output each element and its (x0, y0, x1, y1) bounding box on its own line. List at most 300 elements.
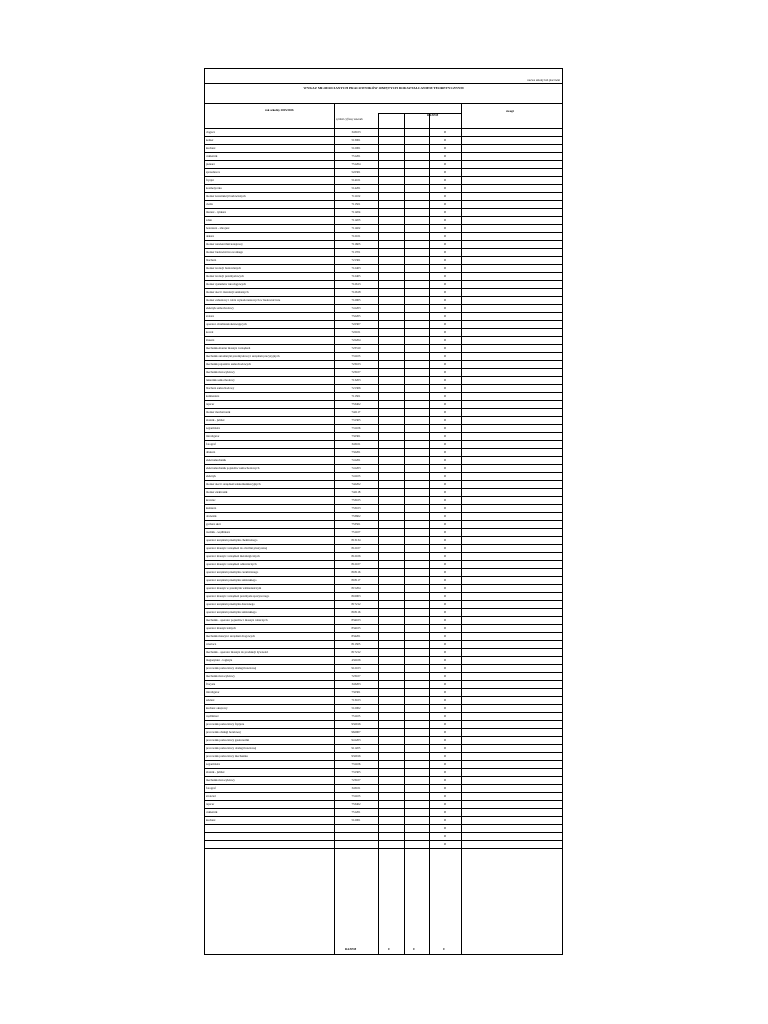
symbol-cell: 751105 (351, 714, 361, 718)
total-cell: 0 (444, 522, 446, 526)
total-cell: 0 (444, 674, 446, 678)
total-cell: 0 (444, 570, 446, 574)
symbol-cell: 343103 (351, 130, 361, 134)
total-cell: 0 (444, 778, 446, 782)
total-cell: 0 (444, 770, 446, 774)
occupation-cell: dekarz (206, 234, 214, 238)
symbol-cell: 751204 (351, 162, 361, 166)
total-cell: 0 (444, 434, 446, 438)
total-cell: 0 (444, 794, 446, 798)
total-cell: 0 (444, 602, 446, 606)
occupation-cell: fotograf (206, 442, 216, 446)
symbol-cell: 711301 (351, 394, 361, 398)
symbol-cell: 512001 (351, 818, 361, 822)
table-row (205, 313, 562, 321)
total-cell: 0 (444, 362, 446, 366)
total-cell: 0 (444, 314, 446, 318)
total-cell: 0 (444, 578, 446, 582)
occupation-cell: monter konstrukcji budowlanych (206, 194, 246, 198)
total-cell: 0 (444, 218, 446, 222)
occupation-cell: introligator (206, 434, 220, 438)
total-cell: 0 (444, 402, 446, 406)
symbol-cell: 723103 (351, 362, 361, 366)
total-cell: 0 (444, 810, 446, 814)
occupation-cell: mechanik-monter maszyn i urządzeń (206, 346, 251, 350)
table-row (205, 545, 562, 553)
symbol-cell: 723310 (351, 346, 361, 350)
occupation-cell: kelner (206, 138, 214, 142)
symbol-cell: 818116 (351, 570, 361, 574)
symbol-cell: 432106 (351, 658, 361, 662)
total-cell: 0 (444, 762, 446, 766)
total-cell: 0 (444, 786, 446, 790)
table-row (205, 401, 562, 409)
total-cell: 0 (444, 250, 446, 254)
table-row (205, 833, 562, 841)
occupation-cell: monter izolacji budowlanych (206, 266, 241, 270)
total-cell: 0 (444, 538, 446, 542)
table-row (205, 673, 562, 681)
occupation-cell: operator maszyn i urządzeń do obróbki plastycznej (206, 546, 268, 550)
symbol-cell: 711501 (351, 202, 361, 206)
occupation-cell: kowal (206, 330, 214, 334)
occupation-cell: pracownik pomocniczy obsługi hotelowej (206, 746, 257, 750)
table-row (205, 825, 562, 833)
occupation-cell: operator maszyn i urządzeń przemysłu spożywczego (206, 594, 270, 598)
total-cell: 0 (444, 450, 446, 454)
table-row (205, 361, 562, 369)
occupation-cell: kucharz okrętowy (206, 706, 228, 710)
table-row (205, 417, 562, 425)
table-row (205, 177, 562, 185)
occupation-cell: monter mechatronik (206, 410, 231, 414)
symbol-cell: 721301 (351, 258, 361, 262)
table-row (205, 225, 562, 233)
table-row (205, 489, 562, 497)
data-table (205, 121, 562, 849)
symbol-cell: 713103 (351, 698, 361, 702)
total-cell: 0 (444, 322, 446, 326)
occupation-cell: cieśla (206, 202, 213, 206)
occupation-cell: monter sieci i urządzeń telekomunikacyjnych (206, 482, 261, 486)
symbol-cell: 818117 (351, 578, 361, 582)
symbol-cell: 712101 (351, 234, 361, 238)
symbol-cell: 753105 (351, 498, 361, 502)
occupation-cell: operator maszyn leśnych (206, 626, 236, 630)
symbol-cell: 722101 (351, 330, 361, 334)
occupation-cell: operator urządzeń przemysłu drzewnego (206, 602, 255, 606)
occupation-cell: drukarz (206, 450, 216, 454)
totals-value: 0 (413, 947, 415, 951)
total-cell: 0 (444, 690, 446, 694)
symbol-cell: 932916 (351, 722, 361, 726)
symbol-cell: 812106 (351, 554, 361, 558)
total-cell: 0 (444, 642, 446, 646)
occupation-cell: zegarmistrz (206, 426, 220, 430)
occupation-cell: operator urządzeń przemysłu chemicznego (206, 538, 258, 542)
occupation-cell: monter izolacji przemysłowych (206, 274, 244, 278)
table-row (205, 553, 562, 561)
total-cell: 0 (444, 146, 446, 150)
symbol-cell: 731106 (351, 426, 361, 430)
table-row (205, 809, 562, 817)
table-row (205, 137, 562, 145)
occupation-cell: fotograf (206, 786, 216, 790)
table-row (205, 409, 562, 417)
symbol-cell: 513001 (351, 138, 361, 142)
symbol-cell: 731103 (351, 354, 361, 358)
occupation-cell: betoniarz - zbrojarz (206, 226, 230, 230)
table-row (205, 121, 562, 129)
table-row (205, 233, 562, 241)
total-cell: 0 (444, 466, 446, 470)
occupation-cell: stroiciel (206, 794, 216, 798)
table-row (205, 305, 562, 313)
total-cell: 0 (444, 426, 446, 430)
symbol-cell: 711603 (351, 242, 361, 246)
total-cell: 0 (444, 842, 446, 846)
occupation-cell: ślusarz (206, 338, 215, 342)
table-row (205, 441, 562, 449)
occupation-cell: operator urządzeń przemysłu ceramicznego (206, 570, 259, 574)
occupation-cell: florysta (206, 682, 216, 686)
table-row (205, 289, 562, 297)
symbol-cell: 742202 (351, 482, 361, 486)
table-row (205, 737, 562, 745)
totals-value: 0 (388, 947, 390, 951)
total-cell: 0 (444, 170, 446, 174)
table-row (205, 537, 562, 545)
occupation-cell: tapicer (206, 402, 215, 406)
table-row (205, 785, 562, 793)
occupation-cell: operator maszyn w przemyśle włókienniczym (206, 586, 262, 590)
table-row (205, 393, 562, 401)
symbol-cell: 752205 (351, 314, 361, 318)
table-row (205, 617, 562, 625)
total-cell: 0 (444, 418, 446, 422)
total-cell: 0 (444, 298, 446, 302)
total-cell: 0 (444, 386, 446, 390)
total-cell: 0 (444, 738, 446, 742)
table-row (205, 713, 562, 721)
total-cell: 0 (444, 506, 446, 510)
total-cell: 0 (444, 202, 446, 206)
total-cell: 0 (444, 514, 446, 518)
occupation-cell: mechanik motocyklowy (206, 674, 235, 678)
table-row (205, 257, 562, 265)
symbol-cell: 731305 (351, 770, 361, 774)
symbol-cell: 712403 (351, 266, 361, 270)
table-row (205, 425, 562, 433)
occupation-cell: mechanik maszyn i urządzeń drogowych (206, 634, 255, 638)
table-row (205, 297, 562, 305)
table-row (205, 817, 562, 825)
total-cell: 0 (444, 162, 446, 166)
occupation-cell: introligator (206, 690, 220, 694)
symbol-cell: 732301 (351, 434, 361, 438)
table-row (205, 209, 562, 217)
total-cell: 0 (444, 706, 446, 710)
total-cell: 0 (444, 586, 446, 590)
symbol-cell: 713203 (351, 378, 361, 382)
symbol-cell: 722307 (351, 322, 361, 326)
table-row (205, 649, 562, 657)
occupation-cell: cukiernik (206, 154, 218, 158)
symbol-cell: 741103 (351, 474, 361, 478)
table-row (205, 385, 562, 393)
symbol-cell: 815204 (351, 586, 361, 590)
occupation-cell: mechanik motocyklowy (206, 370, 235, 374)
table-row (205, 529, 562, 537)
occupation-cell: lakiernik samochodowy (206, 378, 235, 382)
occupation-cell: monter zabudowy i robót wykończeniowych w budownictwie (206, 298, 281, 302)
totals-label: RAZEM (345, 947, 357, 951)
table-row (205, 129, 562, 137)
table-row (205, 841, 562, 849)
occupation-cell: szklarz (206, 698, 215, 702)
symbol-cell: 753602 (351, 514, 361, 518)
totals-row (205, 945, 562, 954)
total-cell: 0 (444, 258, 446, 262)
symbol-cell: 741203 (351, 466, 361, 470)
table-row (205, 345, 562, 353)
occupation-cell: mechanik automatyki przemysłowej i urządzeń precyzyjnych (206, 354, 280, 358)
header-divider (205, 83, 562, 84)
symbol-cell: 812107 (351, 546, 361, 550)
occupation-cell: murarz - tynkarz (206, 210, 226, 214)
table-row (205, 473, 562, 481)
header-divider (378, 113, 461, 114)
occupation-cell: fryzjer (206, 178, 214, 182)
symbol-cell: 741203 (351, 306, 361, 310)
total-cell: 0 (444, 530, 446, 534)
occupation-cell: stolarz (206, 314, 214, 318)
symbol-column-header: symbol cyfrowy zawodu (336, 118, 363, 121)
worksheet (204, 68, 563, 955)
total-cell: 0 (444, 394, 446, 398)
occupation-cell: pracownik pomocniczy gastronomii (206, 738, 250, 742)
table-row (205, 633, 562, 641)
symbol-cell: 751201 (351, 810, 361, 814)
table-row (205, 465, 562, 473)
table-row (205, 185, 562, 193)
uwagi-column-header: uwagi (506, 109, 514, 113)
table-row (205, 369, 562, 377)
symbol-cell: 343101 (351, 442, 361, 446)
occupation-cell: pracownik pomocniczy fryzjera (206, 722, 245, 726)
table-row (205, 601, 562, 609)
total-cell: 0 (444, 658, 446, 662)
table-row (205, 193, 562, 201)
table-row (205, 513, 562, 521)
occupation-cell: krawiec (206, 498, 216, 502)
occupation-cell: kamieniarz (206, 394, 220, 398)
table-row (205, 721, 562, 729)
symbol-cell: 816003 (351, 594, 361, 598)
symbol-cell: 512001 (351, 146, 361, 150)
table-row (205, 585, 562, 593)
total-cell: 0 (444, 746, 446, 750)
total-cell: 0 (444, 594, 446, 598)
total-cell: 0 (444, 306, 446, 310)
symbol-cell: 711402 (351, 226, 361, 230)
symbol-cell: 911205 (351, 746, 361, 750)
total-cell: 0 (444, 410, 446, 414)
occupation-cell: cukiernik (206, 810, 218, 814)
symbol-cell: 834105 (351, 626, 361, 630)
total-cell: 0 (444, 442, 446, 446)
table-row (205, 777, 562, 785)
total-cell: 0 (444, 698, 446, 702)
total-cell: 0 (444, 546, 446, 550)
table-row (205, 705, 562, 713)
total-cell: 0 (444, 666, 446, 670)
table-row (205, 273, 562, 281)
table-row (205, 153, 562, 161)
table-row (205, 665, 562, 673)
occupation-cell: kosmetyczka (206, 186, 222, 190)
occupation-cell: operator maszyn i urządzeń metalurgicznych (206, 554, 260, 558)
total-cell: 0 (444, 482, 446, 486)
symbol-cell: 751201 (351, 154, 361, 158)
symbol-cell: 731305 (351, 418, 361, 422)
table-row (205, 521, 562, 529)
symbol-cell: 753501 (351, 522, 361, 526)
table-row (205, 481, 562, 489)
symbol-cell: 742118 (351, 490, 361, 494)
corner-note: nazwa szkoły lub placówki (527, 78, 560, 82)
occupation-cell: kucharz (206, 818, 216, 822)
occupation-cell: mechanik - operator pojazdów i maszyn rolniczych (206, 618, 268, 622)
table-row (205, 681, 562, 689)
total-cell: 0 (444, 378, 446, 382)
occupation-cell: mechanik - operator maszyn do produkcji żywności (206, 650, 269, 654)
occupation-cell: zegarmistrz (206, 762, 220, 766)
total-cell: 0 (444, 626, 446, 630)
table-row (205, 337, 562, 345)
total-cell: 0 (444, 650, 446, 654)
page-title: WYKAZ MŁODOCIANYCH PRACOWNIKÓW OBJĘTYCH DOKSZTAŁCANIEM TEORETYCZNYM (303, 86, 464, 90)
total-cell: 0 (444, 562, 446, 566)
total-cell: 0 (444, 338, 446, 342)
occupation-cell: kucharz (206, 146, 216, 150)
table-row (205, 729, 562, 737)
occupation-cell: mechanik pojazdów samochodowych (206, 362, 251, 366)
table-row (205, 377, 562, 385)
table-row (205, 457, 562, 465)
symbol-cell: 817212 (351, 650, 361, 654)
symbol-cell: 818116 (351, 610, 361, 614)
table-row (205, 577, 562, 585)
razem-column-header: RAZEM (427, 113, 439, 117)
symbol-cell: 742117 (351, 410, 361, 414)
symbol-cell: 834201 (351, 634, 361, 638)
symbol-cell: 817212 (351, 602, 361, 606)
table-row (205, 793, 562, 801)
symbol-cell: 522301 (351, 170, 361, 174)
symbol-cell: 813134 (351, 538, 361, 542)
table-row (205, 241, 562, 249)
total-cell: 0 (444, 194, 446, 198)
symbol-cell: 343203 (351, 682, 361, 686)
symbol-cell: 812107 (351, 562, 361, 566)
total-cell: 0 (444, 682, 446, 686)
symbol-cell: 811305 (351, 642, 361, 646)
symbol-cell: 512002 (351, 706, 361, 710)
symbol-cell: 712405 (351, 274, 361, 278)
symbol-cell: 712905 (351, 298, 361, 302)
symbol-cell: 932916 (351, 754, 361, 758)
symbol-cell: 514201 (351, 186, 361, 190)
symbol-cell: 751107 (351, 530, 361, 534)
table-row (205, 761, 562, 769)
total-cell: 0 (444, 554, 446, 558)
occupation-cell: rzeźnik - wędliniarz (206, 530, 230, 534)
symbol-cell: 723107 (351, 674, 361, 678)
occupation-cell: blacharz (206, 258, 217, 262)
total-cell: 0 (444, 730, 446, 734)
symbol-cell: 712613 (351, 282, 361, 286)
symbol-cell: 514101 (351, 178, 361, 182)
totals-value: 0 (443, 947, 445, 951)
symbol-cell: 722204 (351, 338, 361, 342)
symbol-cell: 732201 (351, 450, 361, 454)
occupation-cell: magazynier - logistyk (206, 658, 233, 662)
symbol-cell: 912103 (351, 666, 361, 670)
total-cell: 0 (444, 834, 446, 838)
occupation-cell: elektryk samochodowy (206, 306, 234, 310)
symbol-cell: 711204 (351, 210, 361, 214)
symbol-cell: 712618 (351, 290, 361, 294)
table-row (205, 353, 562, 361)
total-cell: 0 (444, 818, 446, 822)
table-row (205, 745, 562, 753)
occupation-cell: pracownik pomocniczy obsługi hotelowej (206, 666, 257, 670)
total-cell: 0 (444, 154, 446, 158)
total-cell: 0 (444, 242, 446, 246)
occupation-cell: elektryk (206, 474, 216, 478)
occupation-cell: sprzedawca (206, 170, 220, 174)
occupation-cell: złotnik - jubiler (206, 418, 225, 422)
total-cell: 0 (444, 186, 446, 190)
table-row (205, 801, 562, 809)
table-row (205, 217, 562, 225)
table-row (205, 609, 562, 617)
total-cell: 0 (444, 826, 446, 830)
table-row (205, 753, 562, 761)
total-cell: 0 (444, 226, 446, 230)
table-row (205, 697, 562, 705)
occupation-cell: piekarz (206, 162, 215, 166)
table-row (205, 497, 562, 505)
table-row (205, 641, 562, 649)
table-row (205, 249, 562, 257)
table-row (205, 769, 562, 777)
table-row (205, 625, 562, 633)
table-row (205, 561, 562, 569)
table-row (205, 281, 562, 289)
total-cell: 0 (444, 290, 446, 294)
occupation-cell: monter budownictwa wodnego (206, 250, 244, 254)
occupation-cell: kuśnierz (206, 506, 217, 510)
symbol-cell: 343101 (351, 786, 361, 790)
total-cell: 0 (444, 458, 446, 462)
total-cell: 0 (444, 178, 446, 182)
total-cell: 0 (444, 610, 446, 614)
occupation-cell: operator obrabiarek skrawających (206, 322, 247, 326)
symbol-cell: 711701 (351, 250, 361, 254)
occupation-cell: obuwnik (206, 514, 217, 518)
